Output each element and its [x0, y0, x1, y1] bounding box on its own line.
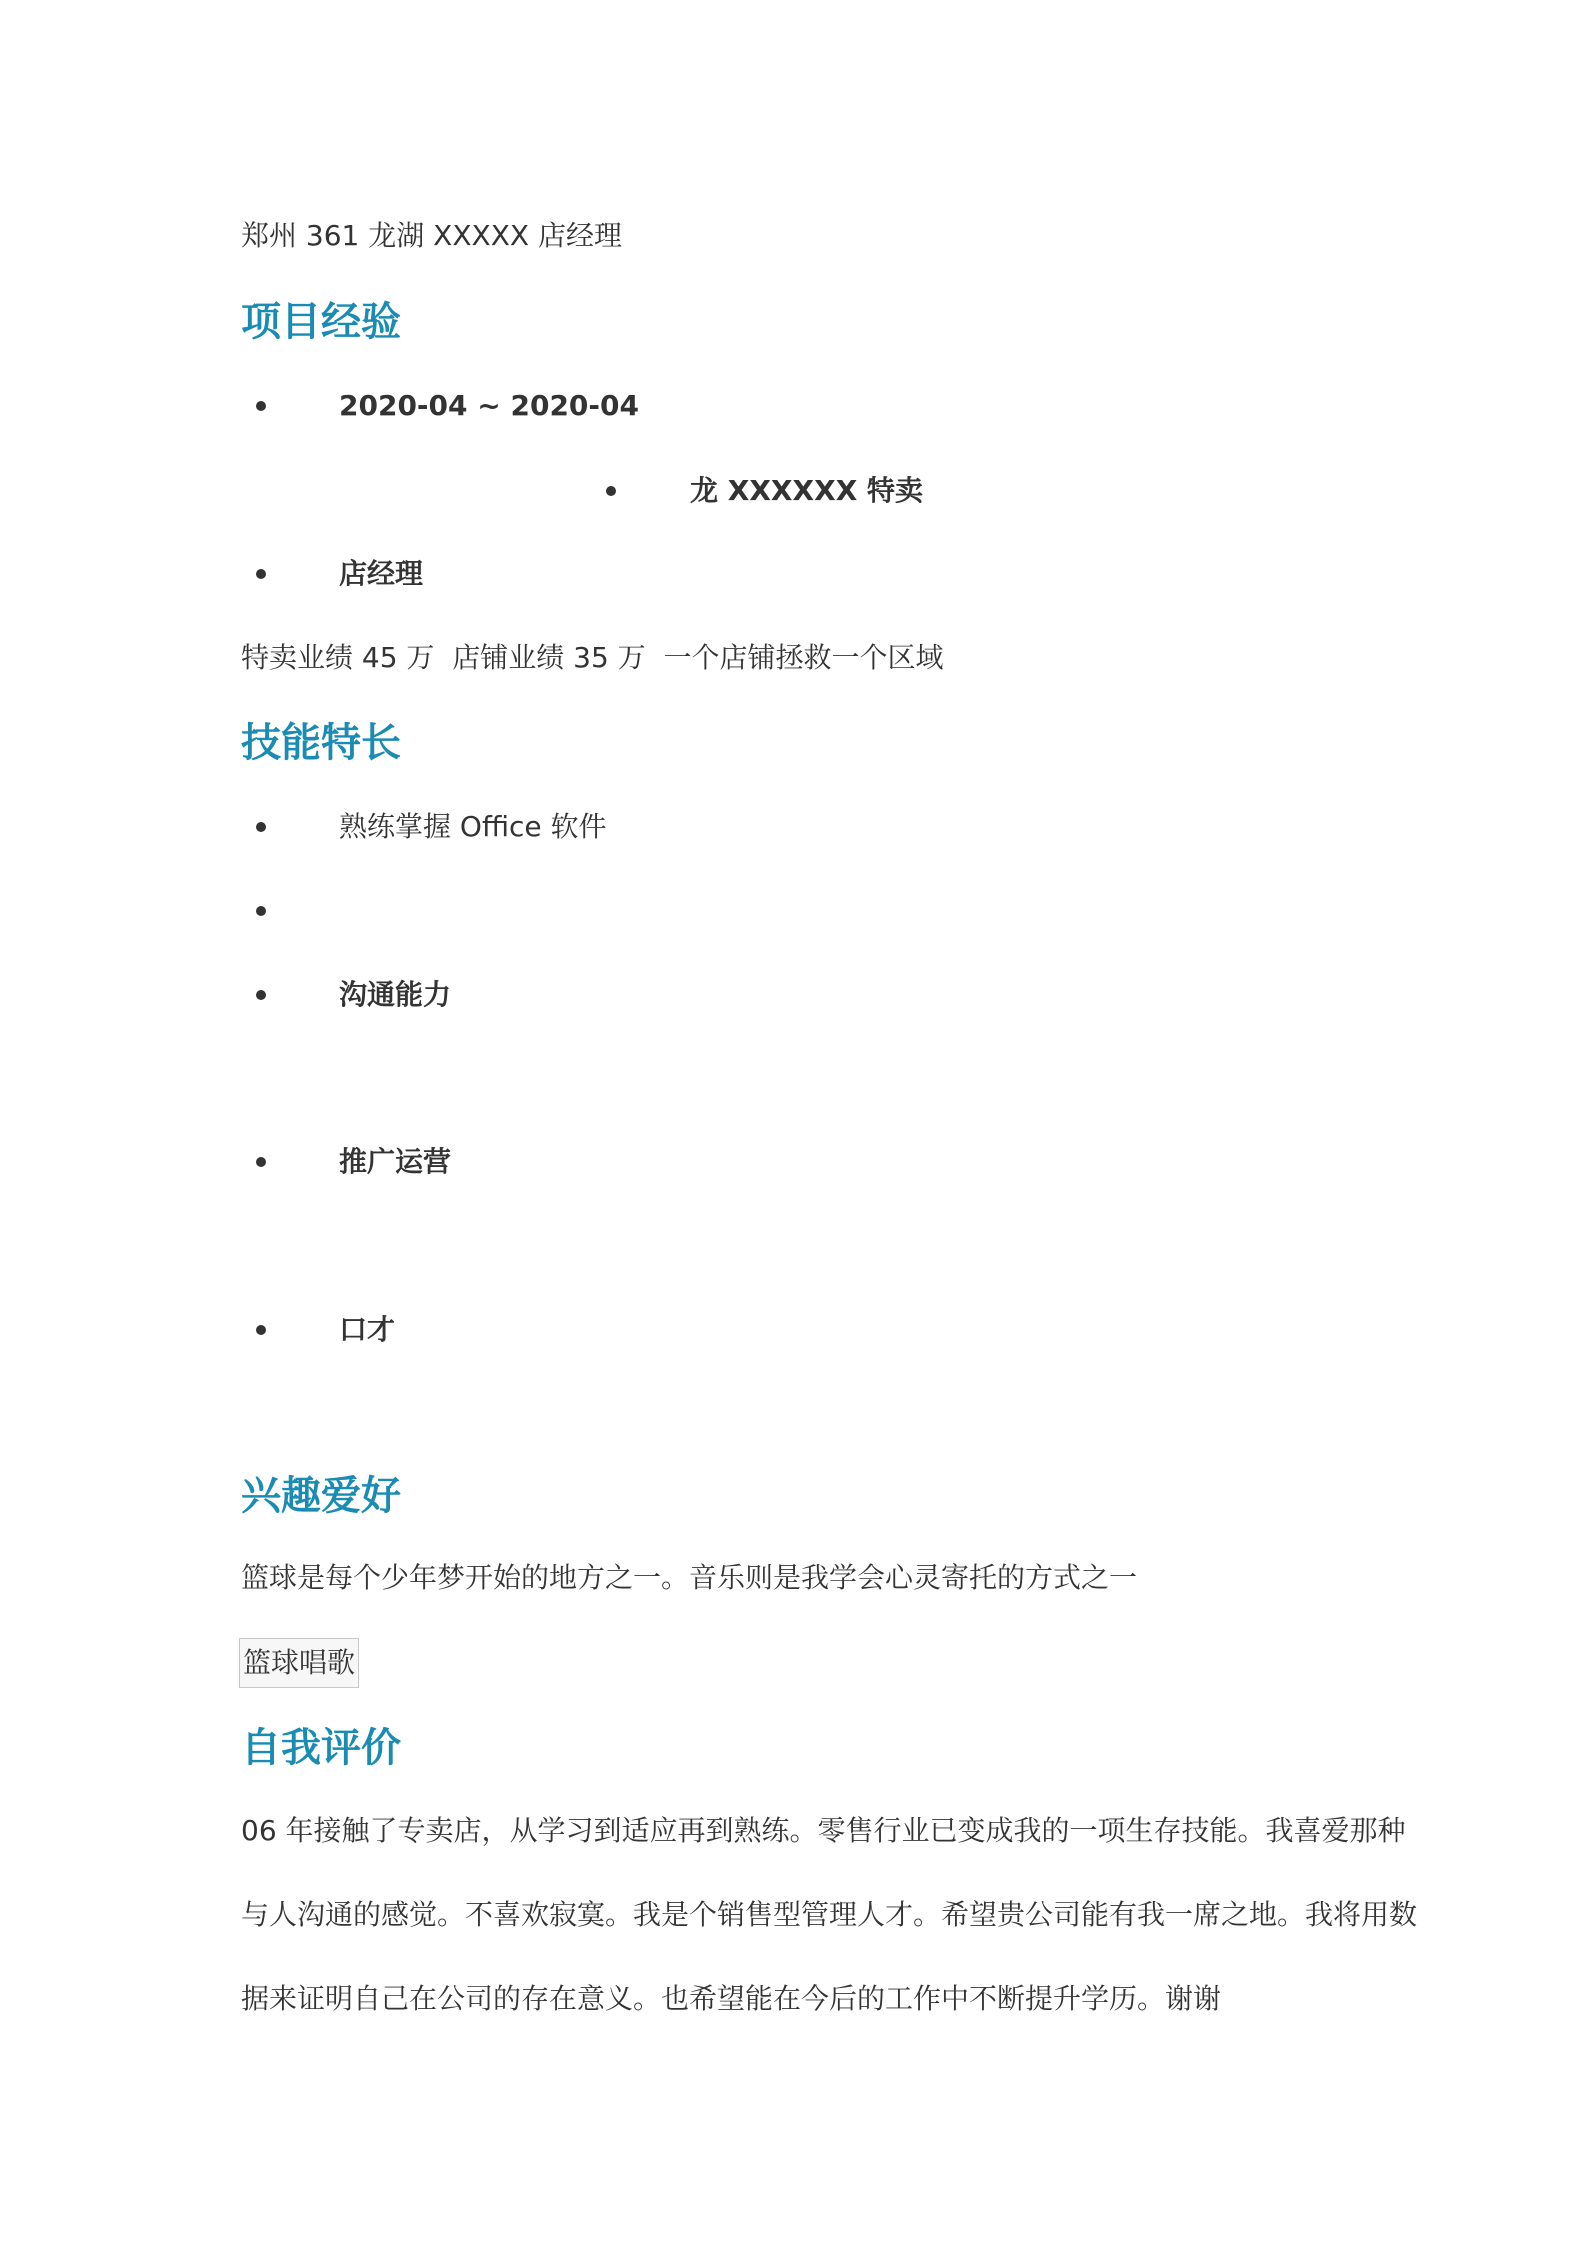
project-date-range: 2020-04 ~ 2020-04 — [339, 389, 639, 422]
skill-item: 沟通能力 — [339, 978, 452, 1011]
hobby-tag: 篮球唱歌 — [239, 1638, 359, 1688]
self-evaluation-heading: 自我评价 — [241, 1725, 401, 1771]
bullet-dot — [256, 1325, 266, 1335]
bullet-dot — [256, 906, 266, 916]
bullet-dot — [256, 569, 266, 579]
project-experience-heading: 项目经验 — [241, 299, 401, 345]
self-evaluation-line: 据来证明自己在公司的存在意义。也希望能在今后的工作中不断提升学历。谢谢 — [241, 1982, 1222, 2015]
project-name: 龙 XXXXXX 特卖 — [690, 474, 924, 507]
skill-item: 口才 — [339, 1313, 396, 1346]
self-evaluation-line: 06 年接触了专卖店，从学习到适应再到熟练。零售行业已变成我的一项生存技能。我喜爱那种 — [241, 1814, 1406, 1847]
work-position-line: 郑州 361 龙湖 XXXXX 店经理 — [241, 219, 622, 252]
hobbies-heading: 兴趣爱好 — [241, 1473, 401, 1519]
hobbies-description: 篮球是每个少年梦开始的地方之一。音乐则是我学会心灵寄托的方式之一 — [241, 1561, 1138, 1594]
bullet-dot — [256, 822, 266, 832]
bullet-dot — [256, 990, 266, 1000]
bullet-dot — [256, 1157, 266, 1167]
skill-item: 推广运营 — [339, 1145, 452, 1178]
bullet-dot — [606, 486, 616, 496]
project-role: 店经理 — [339, 557, 424, 590]
project-description: 特卖业绩 45 万 店铺业绩 35 万 一个店铺拯救一个区域 — [241, 641, 944, 674]
self-evaluation-line: 与人沟通的感觉。不喜欢寂寞。我是个销售型管理人才。希望贵公司能有我一席之地。我将用数 — [241, 1898, 1418, 1931]
bullet-dot — [256, 401, 266, 411]
skill-item: 熟练掌握 Office 软件 — [339, 810, 607, 843]
skills-heading: 技能特长 — [241, 720, 401, 766]
